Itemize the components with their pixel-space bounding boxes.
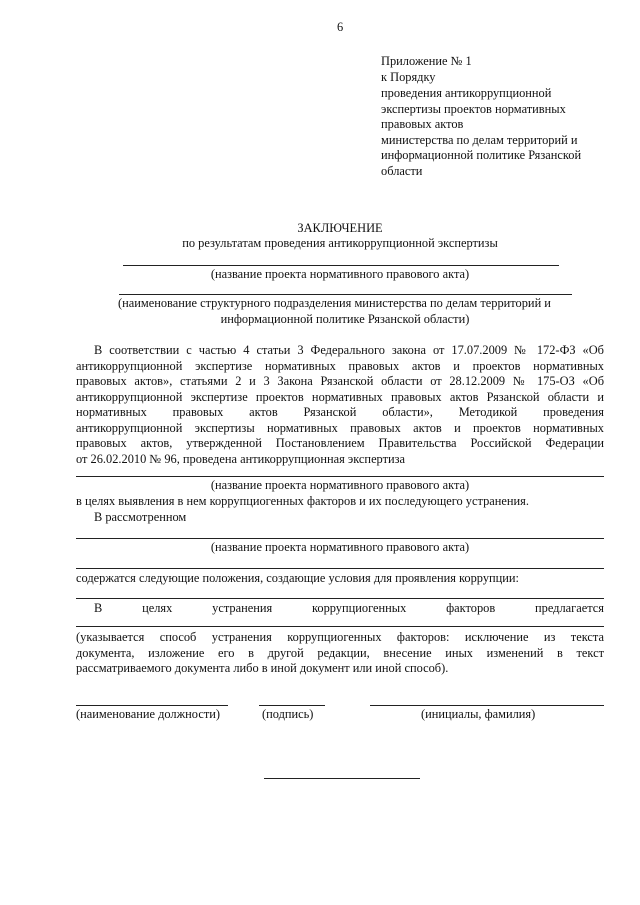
appendix-line: министерства по делам территорий и <box>381 133 578 147</box>
appendix-line: информационной политике Рязанской <box>381 148 582 162</box>
paragraph-line: от 26.02.2010 № 96, проведена антикоррупционная экспертиза <box>76 452 406 466</box>
appendix-line: Приложение № 1 <box>381 54 472 68</box>
paragraph-line: антикоррупционной экспертизе проектов нормативных правовых актов Рязанской области и <box>76 390 604 404</box>
caption-line: (указывается способ устранения коррупциогенных факторов: исключение из текста <box>76 630 604 644</box>
paragraph-line: правовых актов», статьями 2 и 3 Закона Рязанской области от 28.12.2009 № 175-ОЗ «Об <box>76 374 604 388</box>
caption-act-name: (название проекта нормативного правового акта) <box>210 540 470 554</box>
blank-line <box>76 476 604 477</box>
paragraph-line: В соответствии с частью 4 статьи 3 Федерального закона от 17.07.2009 № 172-ФЗ «Об <box>94 343 604 357</box>
sign-line <box>259 705 325 706</box>
paragraph-line: правовых актов, утвержденной Постановлением Правительства Российской Федерации <box>76 436 604 450</box>
blank-line <box>76 626 604 627</box>
purpose-line: в целях выявления в нем коррупциогенных факторов и их последующего устранения. <box>76 494 529 508</box>
end-line <box>264 778 420 779</box>
position-line <box>76 705 228 706</box>
document-title: ЗАКЛЮЧЕНИЕ <box>297 221 383 235</box>
caption-department: (наименование структурного подразделения министерства по делам территорий и <box>118 296 551 310</box>
blank-line <box>76 568 604 569</box>
name-line <box>370 705 604 706</box>
blank-line <box>123 265 559 266</box>
name-caption: (инициалы, фамилия) <box>421 707 536 721</box>
caption-act-name: (название проекта нормативного правового акта) <box>210 267 470 281</box>
blank-line <box>119 294 572 295</box>
position-caption: (наименование должности) <box>76 707 220 721</box>
blank-line <box>76 598 604 599</box>
paragraph-line: антикоррупционной экспертизе нормативных правовых актов и проектов нормативных <box>76 359 604 373</box>
appendix-line: к Порядку <box>381 70 436 84</box>
document-subtitle: по результатам проведения антикоррупционной экспертизы <box>182 236 498 250</box>
contains-line: содержатся следующие положения, создающие условия для проявления коррупции: <box>76 571 519 585</box>
appendix-line: правовых актов <box>381 117 464 131</box>
caption-line: рассматриваемого документа либо в иной документ или иной способ). <box>76 661 449 675</box>
page-number: 6 <box>337 20 344 34</box>
sign-caption: (подпись) <box>262 707 314 721</box>
caption-department: информационной политике Рязанской области) <box>220 312 470 326</box>
reviewed-line: В рассмотренном <box>94 510 187 524</box>
caption-act-name: (название проекта нормативного правового акта) <box>210 478 470 492</box>
appendix-line: проведения антикоррупционной <box>381 86 552 100</box>
blank-line <box>76 538 604 539</box>
caption-line: документа, изложение его в другой редакции, внесение иных изменений в текст <box>76 646 604 660</box>
appendix-line: экспертизы проектов нормативных <box>381 102 566 116</box>
propose-line: В целях устранения коррупциогенных факторов предлагается <box>94 601 604 615</box>
appendix-line: области <box>381 164 423 178</box>
paragraph-line: антикоррупционной экспертизы нормативных правовых актов и проектов нормативных <box>76 421 604 435</box>
paragraph-line: нормативных правовых актов Рязанской области», Методикой проведения <box>76 405 604 419</box>
